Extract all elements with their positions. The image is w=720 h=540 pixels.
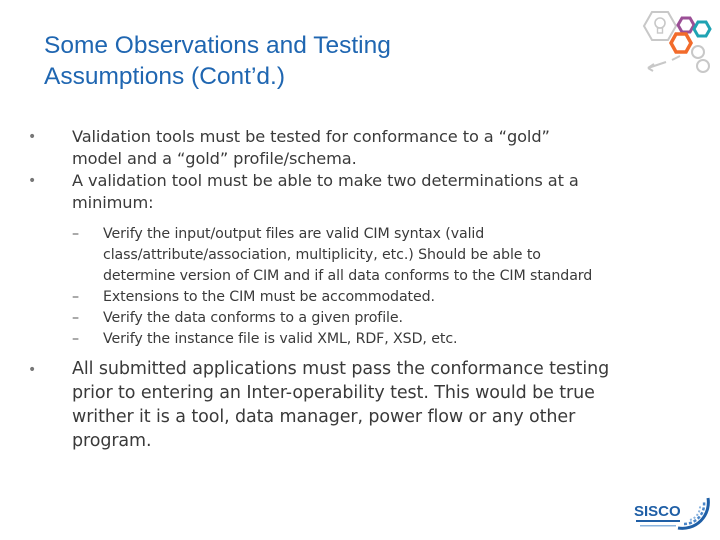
slide-title <box>44 30 604 92</box>
sub-bullet-text-line: determine version of CIM and if all data conforms to the CIM standard <box>103 268 593 284</box>
sisco-logo-text: SISCO <box>634 503 681 520</box>
bullet-item <box>28 357 668 453</box>
slide-title-line-1: Some Observations and Testing <box>44 32 391 59</box>
sub-bullet-list <box>28 224 668 350</box>
bullet-text-line: prior to entering an Inter-operability test. This would be true <box>72 383 595 403</box>
bullet-text-line: writher it is a tool, data manager, power flow or any other <box>72 407 576 427</box>
sub-bullet-text-line: Verify the instance file is valid XML, RDF, XSD, etc. <box>103 331 458 347</box>
sub-bullet-item <box>28 308 668 329</box>
bullet-text-line: Validation tools must be tested for conformance to a “gold” <box>72 127 550 146</box>
sisco-globe-logo-icon <box>628 488 714 534</box>
sub-bullet-marker: – <box>72 226 79 242</box>
hexagon-gears-logo-icon <box>620 8 716 78</box>
slide-body <box>28 126 668 453</box>
sub-bullet-text-line: class/attribute/association, multiplicity, etc.) Should be able to <box>103 247 541 263</box>
bullet-text-line: program. <box>72 431 152 451</box>
bullet-text-line: minimum: <box>72 193 154 212</box>
bullet-text-line: model and a “gold” profile/schema. <box>72 149 357 168</box>
bullet-marker: • <box>28 362 37 378</box>
sub-bullet-item <box>28 329 668 350</box>
bullet-marker: • <box>28 129 37 145</box>
sub-bullet-marker: – <box>72 310 79 326</box>
bullet-text-line: A validation tool must be able to make two determinations at a <box>72 171 579 190</box>
sub-bullet-text-line: Extensions to the CIM must be accommodated. <box>103 289 435 305</box>
sub-bullet-text-line: Verify the data conforms to a given profile. <box>103 310 403 326</box>
sub-bullet-item <box>28 287 668 308</box>
slide-title-line-2: Assumptions (Cont’d.) <box>44 63 286 90</box>
bullet-text-line: All submitted applications must pass the conformance testing <box>72 359 610 379</box>
sub-bullet-marker: – <box>72 331 79 347</box>
sub-bullet-item <box>28 224 668 287</box>
bullet-item <box>28 170 668 214</box>
sub-bullet-marker: – <box>72 289 79 305</box>
bullet-item <box>28 126 668 170</box>
sub-bullet-text-line: Verify the input/output files are valid CIM syntax (valid <box>103 226 485 242</box>
bullet-marker: • <box>28 173 37 189</box>
